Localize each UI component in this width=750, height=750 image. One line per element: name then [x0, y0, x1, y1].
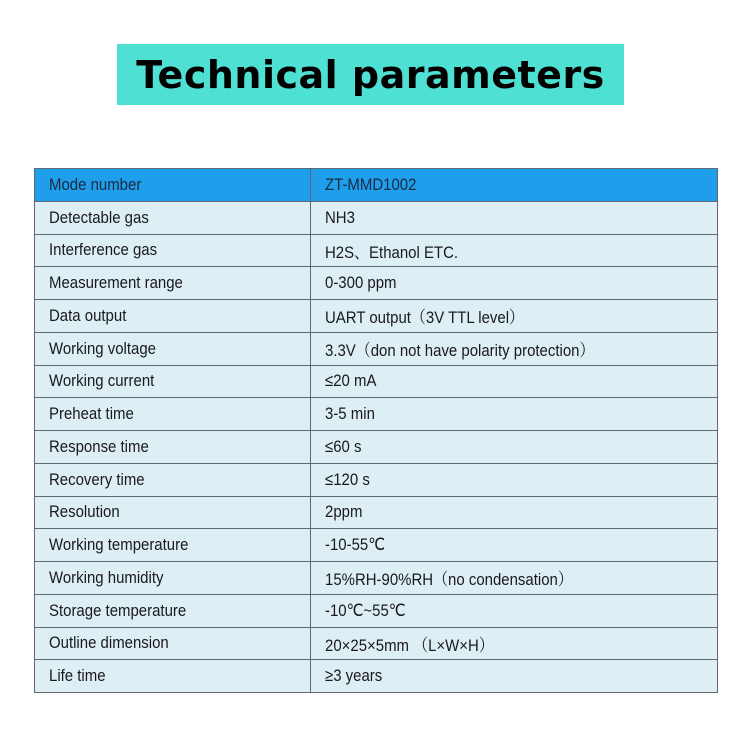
table-row: [35, 365, 718, 398]
param-value-cell: 15%RH-90%RH（no condensation）: [311, 562, 718, 595]
param-value-cell: ≤20 mA: [311, 365, 718, 398]
table-row: [35, 267, 718, 300]
table-row: [35, 660, 718, 693]
param-name-cell: Working temperature: [35, 529, 311, 562]
table-row: [35, 496, 718, 529]
param-value-cell: H2S、Ethanol ETC.: [311, 234, 718, 267]
param-value-cell: 2ppm: [311, 496, 718, 529]
param-value-cell: ≤60 s: [311, 431, 718, 464]
table-row: [35, 431, 718, 464]
param-name-cell: Working current: [35, 365, 311, 398]
param-name-cell: Detectable gas: [35, 201, 311, 234]
param-value-cell: ZT-MMD1002: [311, 169, 718, 202]
param-name-cell: Interference gas: [35, 234, 311, 267]
table-row: [35, 562, 718, 595]
param-name-cell: Mode number: [35, 169, 311, 202]
param-name-cell: Storage temperature: [35, 594, 311, 627]
param-name-cell: Resolution: [35, 496, 311, 529]
param-name-cell: Measurement range: [35, 267, 311, 300]
parameters-table: [34, 168, 718, 693]
param-value-cell: 3.3V（don not have polarity protection）: [311, 332, 718, 365]
param-name-cell: Working voltage: [35, 332, 311, 365]
table-row: [35, 201, 718, 234]
table-row: [35, 332, 718, 365]
table-row: [35, 300, 718, 333]
param-name-cell: Recovery time: [35, 463, 311, 496]
param-value-cell: ≥3 years: [311, 660, 718, 693]
param-value-cell: 0-300 ppm: [311, 267, 718, 300]
table-row: [35, 529, 718, 562]
table-row: [35, 627, 718, 660]
param-name-cell: Preheat time: [35, 398, 311, 431]
param-value-cell: -10-55℃: [311, 529, 718, 562]
param-name-cell: Life time: [35, 660, 311, 693]
param-value-cell: 3-5 min: [311, 398, 718, 431]
param-name-cell: Response time: [35, 431, 311, 464]
param-value-cell: NH3: [311, 201, 718, 234]
table-row: [35, 234, 718, 267]
param-value-cell: ≤120 s: [311, 463, 718, 496]
page-title: Technical parameters: [136, 52, 605, 97]
param-value-cell: UART output（3V TTL level）: [311, 300, 718, 333]
table-row: [35, 463, 718, 496]
param-name-cell: Working humidity: [35, 562, 311, 595]
table-header-row: [35, 169, 718, 202]
table-row: [35, 398, 718, 431]
param-name-cell: Data output: [35, 300, 311, 333]
param-name-cell: Outline dimension: [35, 627, 311, 660]
param-value-cell: -10℃~55℃: [311, 594, 718, 627]
table-row: [35, 594, 718, 627]
param-value-cell: 20×25×5mm （L×W×H）: [311, 627, 718, 660]
title-banner: [117, 44, 624, 105]
